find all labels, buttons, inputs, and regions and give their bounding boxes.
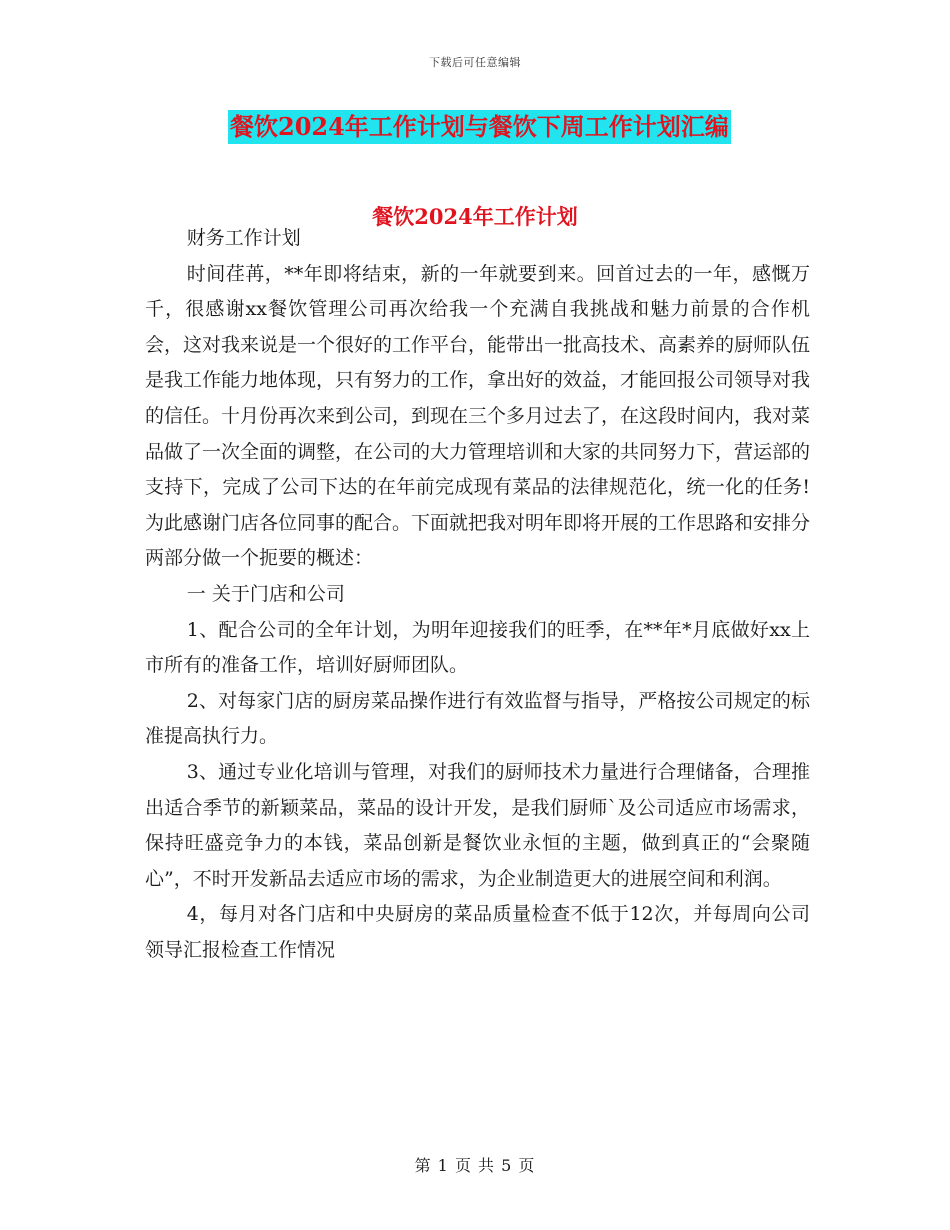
section-heading-stores: 一 关于门店和公司 bbox=[186, 582, 345, 605]
main-title: 餐饮2024年工作计划与餐饮下周工作计划汇编 bbox=[230, 112, 729, 141]
sub-title: 餐饮2024年工作计划 bbox=[372, 204, 578, 229]
list-item-4: 4，每月对各门店和中央厨房的菜品质量检查不低于12次，并每周向公司领导汇报检查工作情况 bbox=[145, 903, 810, 961]
list-item-2: 2、对每家门店的厨房菜品操作进行有效监督与指导，严格按公司规定的标准提高执行力。 bbox=[145, 689, 810, 748]
header-note: 下载后可任意编辑 bbox=[429, 56, 521, 69]
main-title-highlight bbox=[228, 110, 731, 144]
list-item-3: 3、通过专业化培训与管理，对我们的厨师技术力量进行合理储备，合理推出适合季节的新颖菜品，菜品的设计开发，是我们厨师`及公司适应市场需求，保持旺盛竞争力的本钱，菜品创新是餐饮业永恒的主题，做到真正的“会聚随心”，不时开发新品去适应市场的需求，为企业制造更大的进展空间和利润。 bbox=[145, 760, 810, 890]
intro-paragraph: 时间荏苒，**年即将结束，新的一年就要到来。回首过去的一年，感慨万千，很感谢xx餐饮管理公司再次给我一个充满自我挑战和魅力前景的合作机会，这对我来说是一个很好的工作平台，能带出一批高技术、高素养的厨师队伍是我工作能力地体现，只有努力的工作，拿出好的效益，才能回报公司领导对我的信任。十月份再次来到公司，到现在三个多月过去了，在这段时间内，我对菜品做了一次全面的调整，在公司的大力管理培训和大家的共同努力下，营运部的支持下，完成了公司下达的在年前完成现有菜品的法律规范化，统一化的任务!为此感谢门店各位同事的配合。下面就把我对明年即将开展的工作思路和安排分两部分做一个扼要的概述： bbox=[145, 262, 811, 570]
document-body bbox=[145, 221, 810, 968]
section-heading-finance: 财务工作计划 bbox=[186, 227, 301, 249]
page-number: 第 1 页 共 5 页 bbox=[414, 1156, 536, 1175]
list-item-1: 1、配合公司的全年计划，为明年迎接我们的旺季，在**年*月底做好xx上市所有的准备工作，培训好厨师团队。 bbox=[145, 618, 810, 677]
